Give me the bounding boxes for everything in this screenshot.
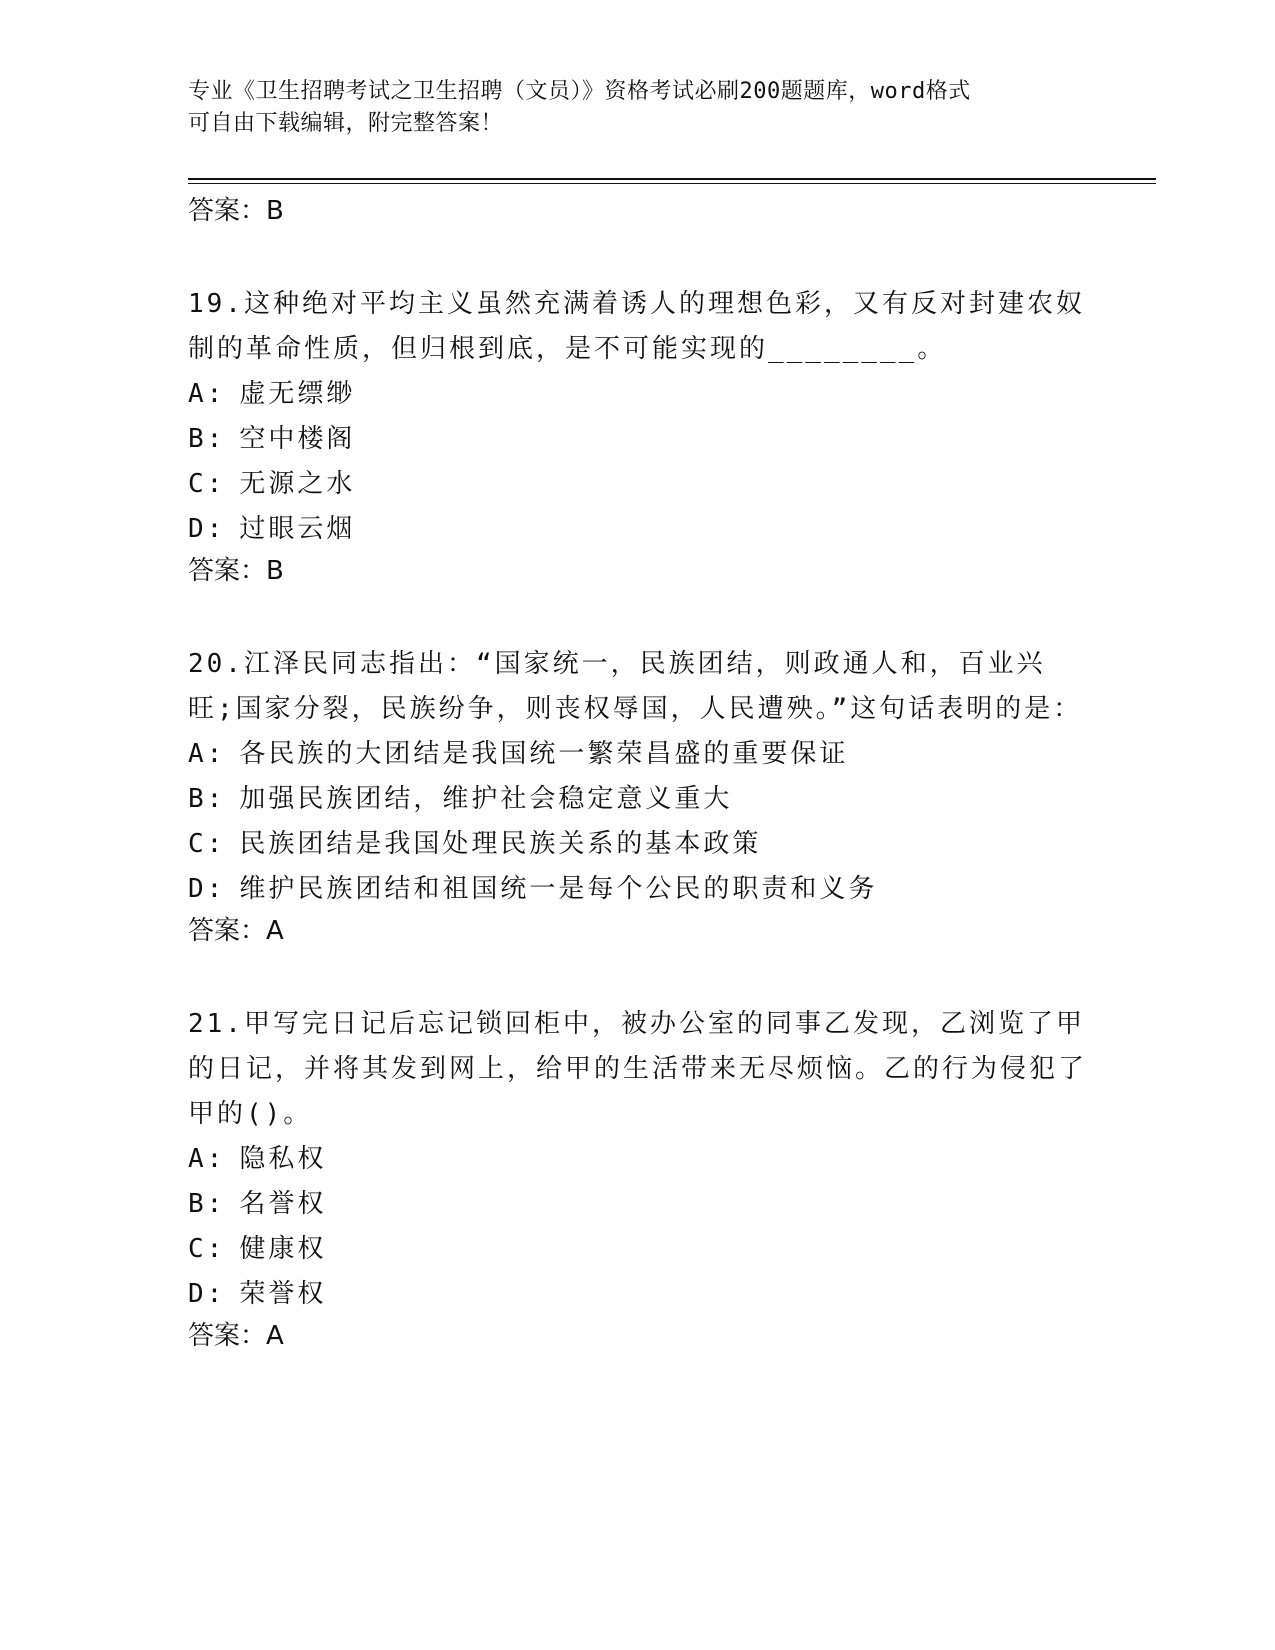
option-key: A: [188, 1144, 226, 1174]
option-key: D: [188, 514, 226, 544]
answer-label: 答案：A [188, 916, 284, 946]
question-item [188, 282, 1088, 590]
option-text: 名誉权 [239, 1189, 327, 1219]
question-list [188, 192, 1088, 1355]
header-divider-thin [188, 183, 1156, 184]
option-text: 无源之水 [239, 469, 356, 499]
document-header [188, 76, 1088, 140]
option-d [188, 507, 1088, 552]
option-text: 维护民族团结和祖国统一是每个公民的职责和义务 [239, 874, 878, 904]
header-divider-thick [188, 178, 1156, 180]
option-a [188, 1137, 1088, 1182]
header-line-2: 可自由下载编辑，附完整答案！ [188, 111, 504, 136]
question-item [188, 1002, 1088, 1355]
answer-label: 答案：B [188, 556, 284, 586]
option-text: 民族团结是我国处理民族关系的基本政策 [239, 829, 762, 859]
answer-label: 答案：B [188, 196, 284, 226]
option-key: B: [188, 424, 226, 454]
option-key: C: [188, 1234, 226, 1264]
option-key: A: [188, 379, 226, 409]
option-d [188, 1272, 1088, 1317]
option-b [188, 777, 1088, 822]
option-text: 荣誉权 [239, 1279, 327, 1309]
option-c [188, 462, 1088, 507]
answer-label: 答案：A [188, 1321, 284, 1351]
option-key: C: [188, 829, 226, 859]
option-d [188, 867, 1088, 912]
option-key: C: [188, 469, 226, 499]
option-text: 加强民族团结，维护社会稳定意义重大 [239, 784, 733, 814]
option-text: 空中楼阁 [239, 424, 356, 454]
option-key: B: [188, 1189, 226, 1219]
option-text: 虚无缥缈 [239, 379, 356, 409]
option-text: 隐私权 [239, 1144, 327, 1174]
question-text: 21.甲写完日记后忘记锁回柜中，被办公室的同事乙发现，乙浏览了甲的日记，并将其发到网上，给甲的生活带来无尽烦恼。乙的行为侵犯了甲的()。 [188, 1009, 1088, 1129]
option-c [188, 1227, 1088, 1272]
option-text: 过眼云烟 [239, 514, 356, 544]
question-text: 20.江泽民同志指出：“国家统一，民族团结，则政通人和，百业兴旺;国家分裂，民族纷争，则丧权辱国，人民遭殃。”这句话表明的是： [188, 649, 1083, 724]
option-key: B: [188, 784, 226, 814]
option-a [188, 732, 1088, 777]
option-key: A: [188, 739, 226, 769]
option-key: D: [188, 874, 226, 904]
question-item [188, 642, 1088, 950]
option-key: D: [188, 1279, 226, 1309]
option-text: 各民族的大团结是我国统一繁荣昌盛的重要保证 [239, 739, 849, 769]
option-c [188, 822, 1088, 867]
option-b [188, 417, 1088, 462]
header-line-1: 专业《卫生招聘考试之卫生招聘（文员）》资格考试必刷200题题库，word格式 [188, 79, 971, 104]
option-b [188, 1182, 1088, 1227]
option-a [188, 372, 1088, 417]
option-text: 健康权 [239, 1234, 327, 1264]
question-text: 19.这种绝对平均主义虽然充满着诱人的理想色彩，又有反对封建农奴制的革命性质，但归根到底，是不可能实现的________。 [188, 289, 1085, 364]
